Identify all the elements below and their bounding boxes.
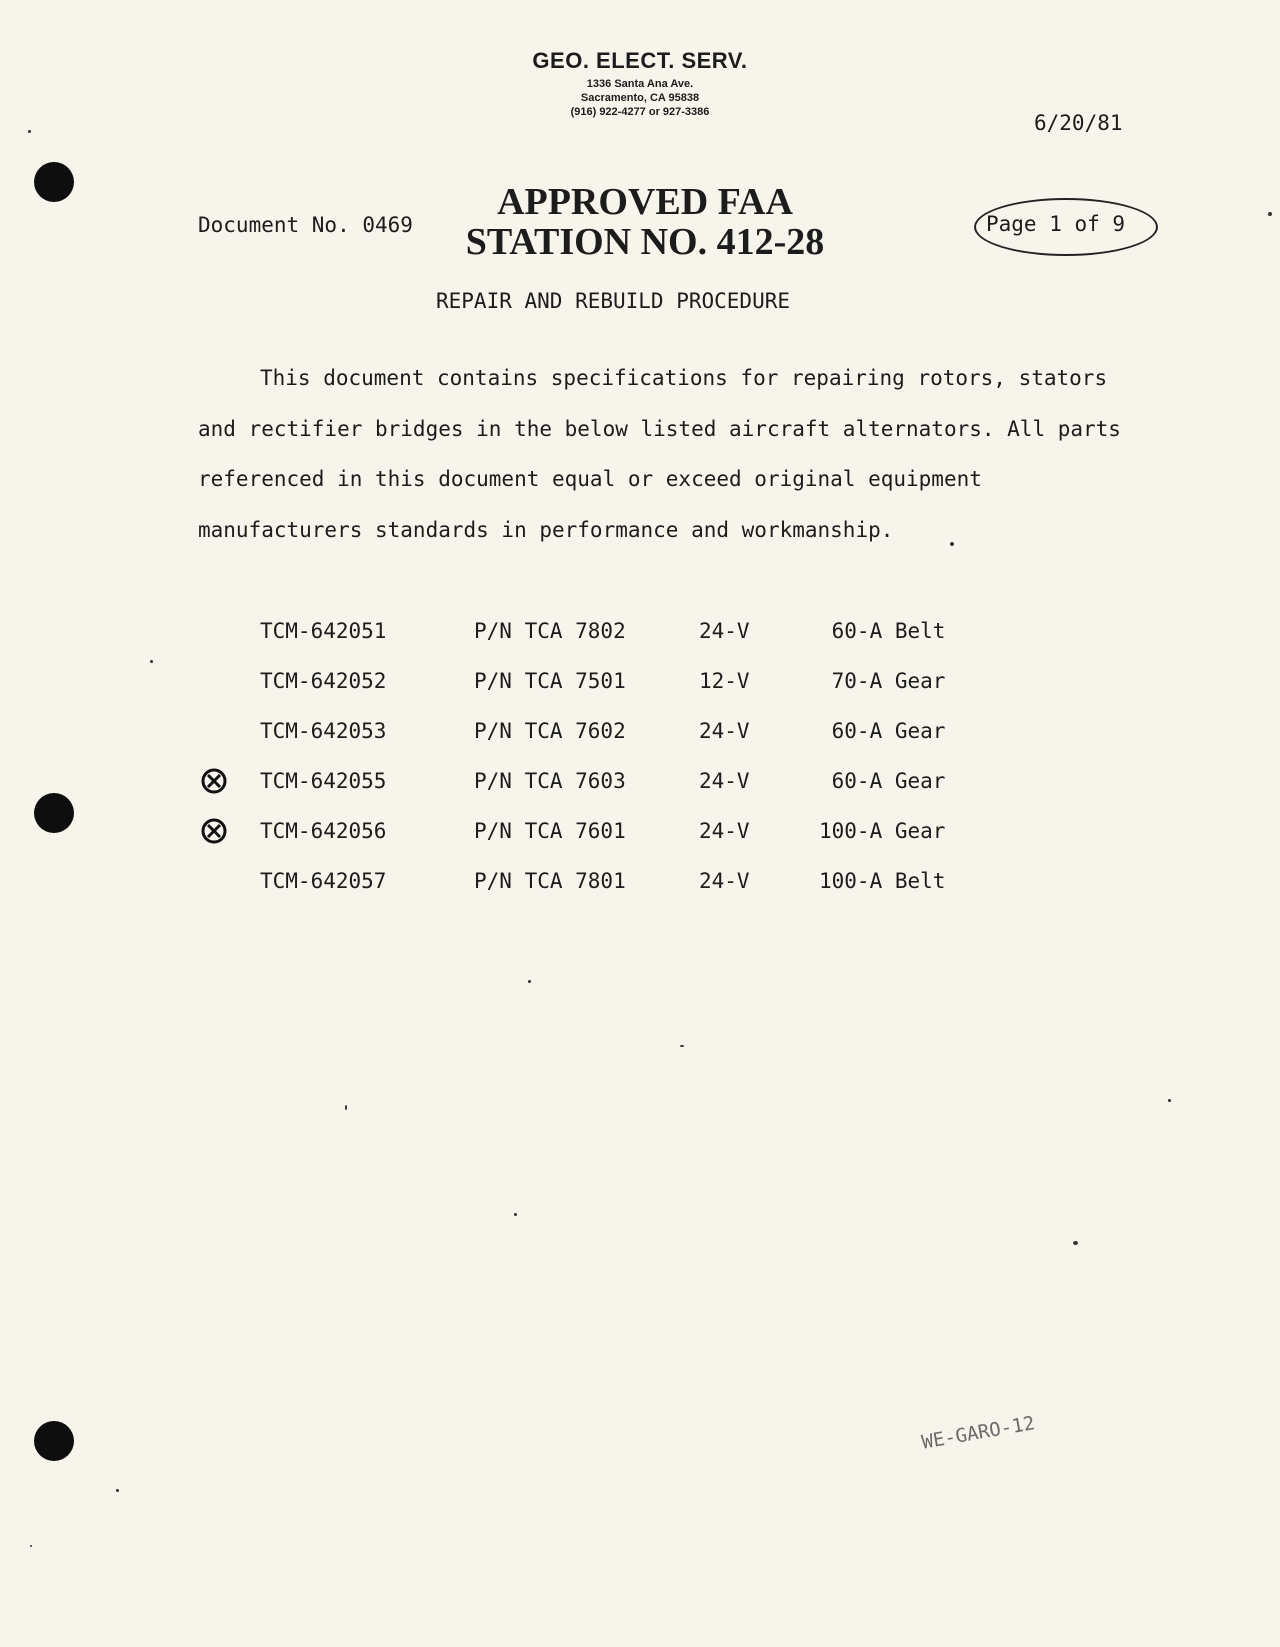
faa-approval-stamp [460, 182, 830, 262]
scan-speck [1168, 1099, 1171, 1102]
document-number: Document No. 0469 [198, 213, 413, 237]
part-voltage: 24-V [699, 619, 750, 643]
part-model: TCM-642051 [260, 619, 387, 643]
document-date: 6/20/81 [1034, 111, 1123, 135]
circled-x-icon [200, 767, 228, 795]
company-city: Sacramento, CA 95838 [580, 92, 700, 104]
scan-speck [680, 1045, 684, 1047]
part-number: P/N TCA 7601 [474, 819, 626, 843]
part-voltage: 24-V [699, 869, 750, 893]
scan-speck [1073, 1241, 1078, 1245]
part-number: P/N TCA 7802 [474, 619, 626, 643]
faa-line-2: STATION NO. 412-28 [465, 221, 825, 263]
table-row [0, 669, 1280, 699]
table-row [0, 769, 1280, 799]
document-title: REPAIR AND REBUILD PROCEDURE [436, 289, 791, 313]
binder-hole [34, 162, 74, 202]
intro-paragraph-text: This document contains specifications for repairing rotors, stators and rectifier bridges in the below listed aircraft alternators. All parts referenced in this document equal or exceed original equipment manufacturers standards in performance and workmanship. [198, 366, 1121, 542]
part-rating: 70-A Gear [819, 669, 946, 693]
intro-paragraph [198, 353, 1138, 555]
scan-speck [30, 1545, 32, 1547]
part-rating: 60-A Gear [819, 719, 946, 743]
company-address: 1336 Santa Ana Ave. [586, 78, 694, 90]
part-model: TCM-642056 [260, 819, 387, 843]
part-rating: 100-A Belt [819, 869, 946, 893]
part-rating: 60-A Gear [819, 769, 946, 793]
company-name: GEO. ELECT. SERV. [532, 48, 748, 73]
table-row [0, 719, 1280, 749]
archive-stamp: WE-GARO-12 [920, 1412, 1037, 1454]
part-model: TCM-642053 [260, 719, 387, 743]
table-row [0, 869, 1280, 899]
part-voltage: 12-V [699, 669, 750, 693]
scan-speck [950, 542, 954, 546]
page-label: Page 1 of 9 [986, 212, 1126, 236]
part-rating: 100-A Gear [819, 819, 946, 843]
part-model: TCM-642052 [260, 669, 387, 693]
circled-x-icon [200, 817, 228, 845]
scan-speck [1268, 212, 1272, 216]
scan-speck [28, 130, 31, 133]
part-number: P/N TCA 7801 [474, 869, 626, 893]
part-number: P/N TCA 7602 [474, 719, 626, 743]
company-stamp [520, 48, 760, 118]
scan-speck [345, 1105, 347, 1110]
part-model: TCM-642057 [260, 869, 387, 893]
part-number: P/N TCA 7603 [474, 769, 626, 793]
scan-speck [150, 660, 153, 663]
part-number: P/N TCA 7501 [474, 669, 626, 693]
part-voltage: 24-V [699, 769, 750, 793]
part-voltage: 24-V [699, 719, 750, 743]
scan-speck [514, 1213, 517, 1216]
company-phone: (916) 922-4277 or 927-3386 [570, 106, 710, 118]
part-rating: 60-A Belt [819, 619, 946, 643]
table-row [0, 819, 1280, 849]
scan-speck [528, 980, 531, 983]
part-model: TCM-642055 [260, 769, 387, 793]
faa-line-1: APPROVED FAA [497, 181, 793, 223]
part-voltage: 24-V [699, 819, 750, 843]
binder-hole [34, 1421, 74, 1461]
scan-speck [116, 1489, 119, 1492]
table-row [0, 619, 1280, 649]
